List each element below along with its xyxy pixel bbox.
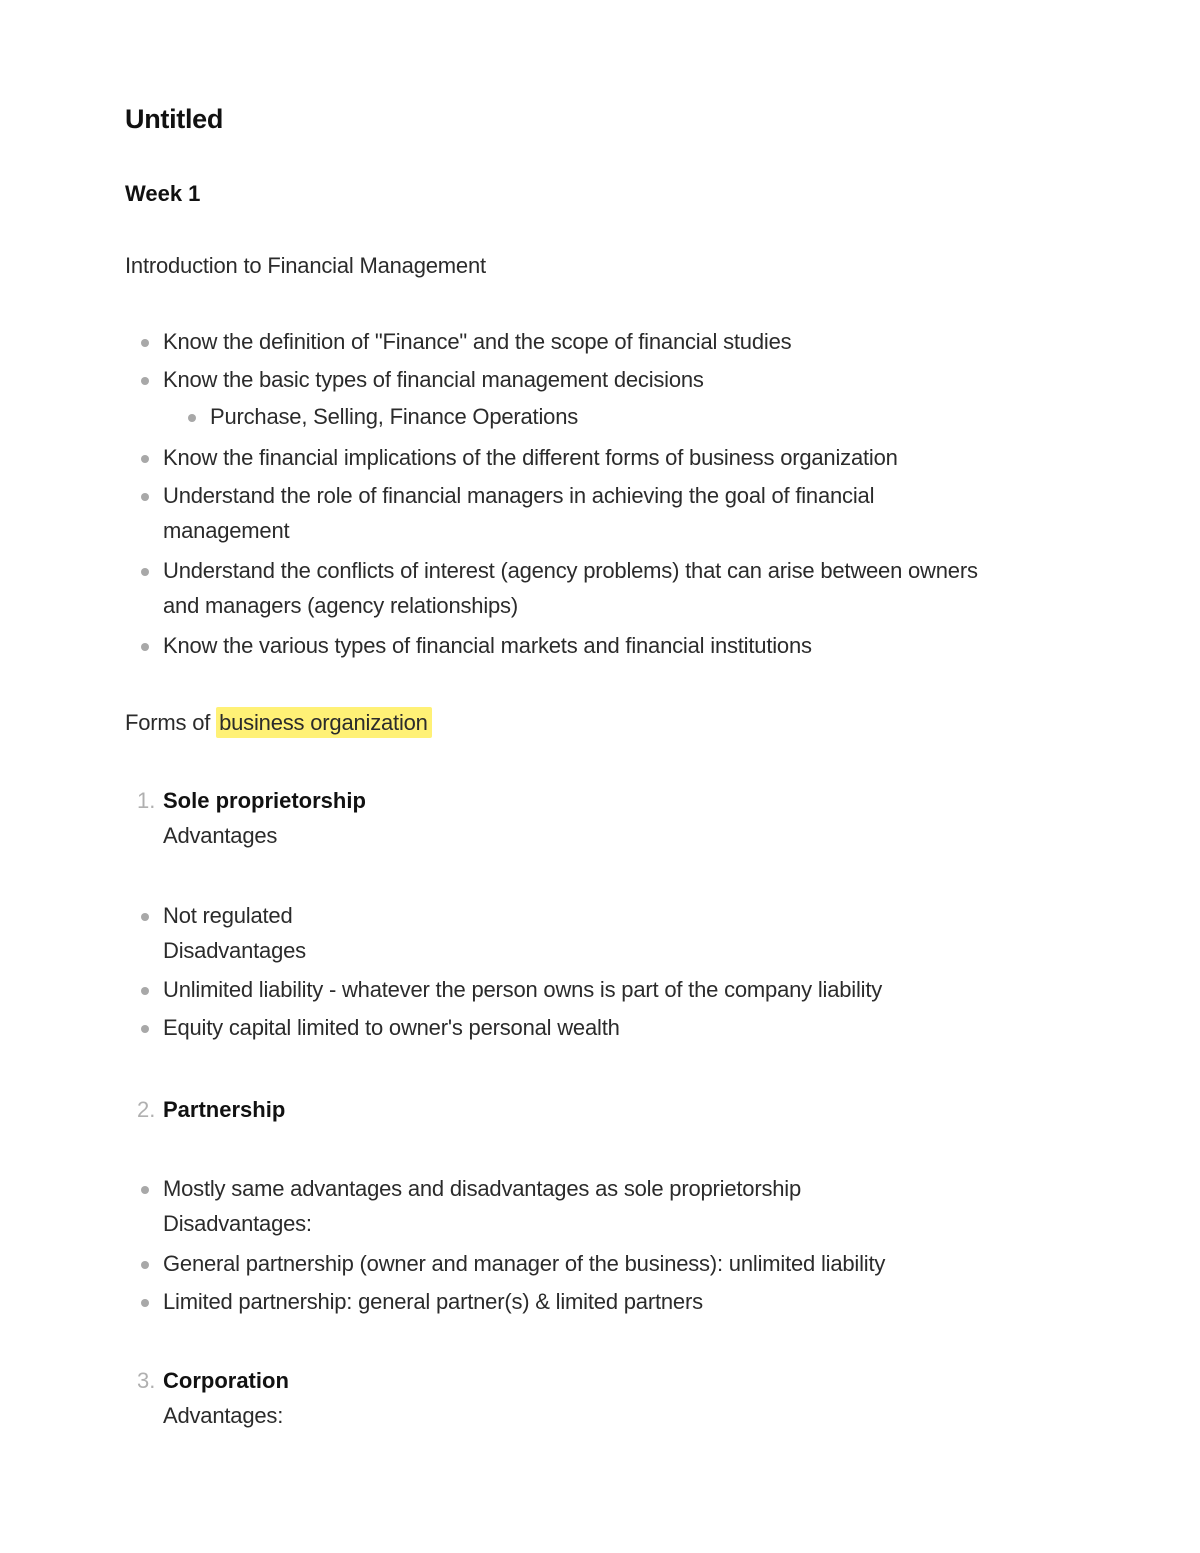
disadvantages-label: Disadvantages — [163, 938, 306, 963]
bullet-dot — [141, 1186, 149, 1194]
list-number: 1. — [137, 788, 156, 813]
objective-item-continued: management — [163, 518, 290, 543]
list-item: Limited partnership: general partner(s) & limited partners — [163, 1289, 703, 1314]
bullet-dot — [141, 1025, 149, 1033]
forms-heading — [125, 710, 432, 736]
intro-heading: Introduction to Financial Management — [125, 253, 486, 278]
bullet-dot — [141, 987, 149, 995]
highlighted-text: business organization — [216, 707, 432, 738]
bullet-dot — [141, 568, 149, 576]
list-number: 2. — [137, 1097, 156, 1122]
list-item: General partnership (owner and manager of the business): unlimited liability — [163, 1251, 886, 1276]
objective-item: Know the definition of "Finance" and the scope of financial studies — [163, 329, 792, 354]
week-heading: Week 1 — [125, 181, 201, 206]
bullet-dot — [141, 493, 149, 501]
objective-item-continued: and managers (agency relationships) — [163, 593, 518, 618]
bullet-dot — [141, 1299, 149, 1307]
list-number: 3. — [137, 1368, 156, 1393]
sub-bullet-dot — [188, 414, 196, 422]
objective-item: Know the financial implications of the different forms of business organization — [163, 445, 898, 470]
objective-item: Know the various types of financial markets and financial institutions — [163, 633, 812, 658]
forms-heading-prefix: Forms of — [125, 710, 211, 735]
objective-item: Know the basic types of financial management decisions — [163, 367, 704, 392]
bullet-dot — [141, 913, 149, 921]
advantages-label: Advantages: — [163, 1403, 284, 1428]
list-item: Equity capital limited to owner's personal wealth — [163, 1015, 620, 1040]
section-heading-corporation: Corporation — [163, 1368, 289, 1393]
list-item: Not regulated — [163, 903, 293, 928]
list-item: Unlimited liability - whatever the person owns is part of the company liability — [163, 977, 883, 1002]
bullet-dot — [141, 455, 149, 463]
section-heading-partnership: Partnership — [163, 1097, 286, 1122]
disadvantages-label: Disadvantages: — [163, 1211, 312, 1236]
bullet-dot — [141, 377, 149, 385]
bullet-dot — [141, 339, 149, 347]
page-title: Untitled — [125, 104, 224, 134]
objective-subitem: Purchase, Selling, Finance Operations — [210, 404, 579, 429]
objective-item: Understand the role of financial managers in achieving the goal of financial — [163, 483, 875, 508]
advantages-label: Advantages — [163, 823, 278, 848]
list-item: Mostly same advantages and disadvantages as sole proprietorship — [163, 1176, 802, 1201]
objective-item: Understand the conflicts of interest (agency problems) that can arise between owners — [163, 558, 978, 583]
bullet-dot — [141, 1261, 149, 1269]
bullet-dot — [141, 643, 149, 651]
section-heading-sole-proprietorship: Sole proprietorship — [163, 788, 366, 813]
